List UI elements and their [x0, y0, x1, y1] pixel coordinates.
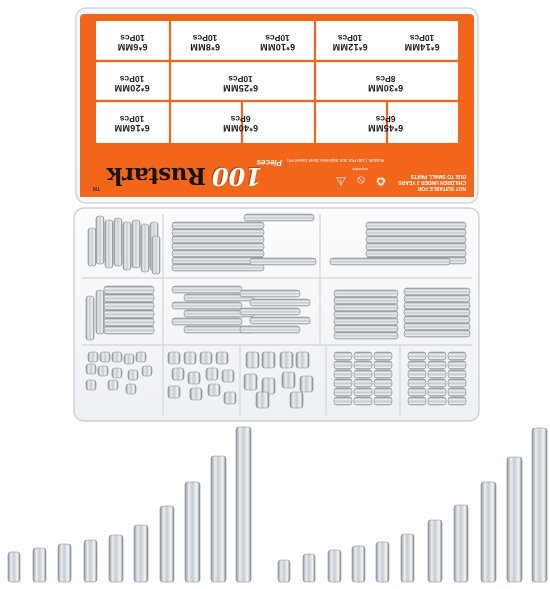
compartment-size: 6*16MM: [114, 123, 150, 134]
dowel-pin: [330, 258, 450, 265]
dowel-pin: [104, 286, 154, 294]
dowel-pin: [366, 222, 466, 229]
dowel-pin: [428, 370, 446, 378]
dowel-pin: [334, 397, 352, 405]
compartment-size: 6*6MM: [117, 42, 148, 53]
safety-icons: [334, 174, 388, 188]
dowel-pin: [105, 220, 113, 268]
compartment-label: [314, 21, 386, 63]
dowel-pin: [428, 397, 446, 405]
dowel-pin: [262, 378, 275, 394]
dowel-pin: [366, 243, 466, 250]
dowel-pin: [328, 550, 341, 582]
dowel-pin: [408, 370, 426, 378]
dowel-pin: [160, 506, 174, 582]
dowel-pin: [172, 302, 242, 309]
dowel-pin: [428, 520, 442, 582]
dowel-pin: [109, 535, 123, 582]
dowel-pin: [532, 428, 547, 582]
dowel-pin: [408, 397, 426, 405]
dowel-pin: [404, 288, 470, 295]
compartment-label: [313, 63, 458, 103]
dowel-pin: [142, 366, 152, 376]
dowel-pin: [448, 379, 466, 387]
dowel-pin: [374, 361, 392, 369]
dowel-pin: [404, 309, 470, 316]
dowel-pin: [408, 361, 426, 369]
dowel-pin: [454, 505, 468, 582]
dowel-pin: [448, 397, 466, 405]
dowel-pin: [190, 388, 202, 400]
dowel-pin: [132, 220, 140, 268]
dowel-pin: [152, 236, 160, 274]
compartment-size: 6*12MM: [332, 42, 368, 53]
dowel-pin: [404, 295, 470, 302]
dowel-pin: [185, 482, 200, 582]
compartment-size: 6*14MM: [404, 42, 440, 53]
dowel-pin: [104, 302, 154, 310]
dowel-pin: [334, 352, 352, 360]
compartment-label: [96, 63, 168, 103]
dowel-pin: [334, 325, 398, 332]
dowel-pin: [88, 352, 98, 362]
compartment-qty: 10Pcs: [228, 73, 253, 84]
dowel-pin: [246, 352, 259, 368]
dowel-pin: [136, 352, 146, 362]
dowel-pin: [172, 236, 264, 243]
count-unit: Pieces: [256, 158, 282, 167]
dowel-pin: [88, 228, 96, 266]
dowel-pin: [408, 379, 426, 387]
compartment-label: [241, 21, 314, 63]
dowel-pin: [188, 372, 200, 384]
lid-label: [80, 14, 474, 197]
dowel-pin: [124, 354, 134, 364]
dowel-pin: [374, 352, 392, 360]
dowel-pin: [428, 352, 446, 360]
dowel-pin: [100, 352, 110, 362]
dowel-pin: [448, 388, 466, 396]
compartment-qty: 10Pcs: [119, 113, 145, 124]
dowel-pin: [366, 236, 466, 243]
compartment-label: [168, 63, 313, 103]
dowel-pin: [404, 302, 470, 309]
compartment-qty: 10Pcs: [409, 32, 435, 43]
compartment-label: [96, 21, 169, 63]
dowel-pin: [250, 299, 310, 306]
compartment-label: [168, 103, 313, 143]
dowel-pin: [58, 544, 71, 582]
dowel-pin: [376, 542, 389, 582]
dowel-pin: [374, 388, 392, 396]
compartment-qty: 10Pcs: [192, 32, 218, 43]
safety-warning: NOT SUITABLE FOR CHILDREN UNDER 3 YEARS DUE TO SMALL PARTS: [398, 173, 466, 191]
dowel-pin: [172, 250, 264, 257]
compartment-label: [96, 103, 168, 143]
compartment-label: [313, 103, 458, 143]
compartment-qty: 10Pcs: [337, 32, 363, 43]
dowel-pin: [244, 214, 314, 221]
dowel-pin: [128, 370, 138, 380]
dowel-pin: [366, 229, 466, 236]
dowel-pin: [428, 361, 446, 369]
dowel-pin: [404, 316, 470, 323]
dowel-pin: [366, 250, 466, 257]
dowel-pin: [334, 318, 398, 325]
compartment-size: 6*45MM: [367, 123, 404, 134]
dowel-pin: [256, 392, 269, 408]
piece-count: 100: [211, 162, 262, 191]
dowel-pin: [172, 286, 242, 293]
dowel-pin: [334, 388, 352, 396]
dowel-pin: [244, 374, 257, 390]
dowel-pin: [290, 392, 303, 408]
dowel-pin: [404, 323, 470, 330]
no-fire-icon: ⦸: [357, 174, 365, 188]
dowel-pin: [208, 384, 220, 396]
dowel-pin: [240, 290, 300, 297]
dowel-pin: [224, 392, 236, 404]
dowel-pin: [296, 352, 309, 368]
dowel-pin: [96, 290, 104, 334]
brand-band: [80, 153, 474, 197]
compartment-label: [169, 21, 241, 63]
dowel-pin: [104, 318, 154, 326]
dowel-pin: [278, 560, 290, 582]
dowel-pin: [172, 243, 264, 250]
dowel-pin: [104, 326, 154, 334]
dowel-pin: [141, 224, 149, 272]
dowel-pin: [84, 540, 97, 582]
dowel-pin: [206, 368, 218, 380]
dowel-pin: [448, 370, 466, 378]
dowel-pin: [112, 352, 122, 362]
dowel-pin: [404, 330, 470, 337]
dowel-pin: [352, 546, 365, 582]
dowel-pin: [408, 352, 426, 360]
dowel-pin: [448, 361, 466, 369]
dowel-pin: [222, 370, 234, 382]
dowel-pin: [172, 264, 264, 271]
compartment-qty: 10Pcs: [119, 73, 145, 84]
dowel-pin: [334, 304, 398, 311]
dowel-pin: [33, 548, 46, 582]
dowel-pin: [240, 326, 300, 333]
dowel-pin: [401, 534, 414, 582]
dowel-pin: [104, 310, 154, 318]
dowel-pin: [334, 332, 398, 339]
dowel-pin: [374, 370, 392, 378]
dowel-pin: [374, 397, 392, 405]
dowel-pin: [123, 222, 131, 270]
dowel-pin: [334, 370, 352, 378]
compartment-qty: 6Pcs: [375, 113, 396, 124]
dowel-pin: [354, 370, 372, 378]
dowel-pin: [448, 352, 466, 360]
compartment-label: [386, 21, 458, 63]
dowel-pin: [114, 218, 122, 266]
product-subtitle: Rustark | 100 Pcs 304 Stainless Steel Dowel Pin: [287, 158, 384, 163]
loose-pins-row: [8, 427, 547, 582]
dowel-pin: [250, 317, 310, 324]
dowel-pin: [112, 368, 122, 378]
dowel-pin: [184, 352, 196, 364]
dowel-pin: [240, 308, 300, 315]
dowel-pin: [428, 388, 446, 396]
compartment-size: 6*8MM: [190, 42, 221, 53]
dowel-pin: [280, 352, 293, 368]
compartment-qty: 6Pcs: [230, 113, 251, 124]
dowel-pin: [172, 229, 264, 236]
dowel-pin: [428, 379, 446, 387]
dowel-pin: [354, 352, 372, 360]
dowel-pin: [8, 552, 20, 582]
dowel-pin: [200, 352, 212, 364]
compartment-size: 6*10MM: [259, 42, 296, 53]
compartment-size: 6*20MM: [114, 83, 150, 94]
dowel-pin: [168, 352, 180, 364]
dowel-pin: [211, 456, 226, 582]
dowel-pin: [126, 384, 136, 394]
dowel-pin: [134, 525, 148, 582]
dowel-pin: [507, 457, 522, 582]
brand-logo: Rustark: [107, 162, 206, 189]
dowel-pin: [354, 361, 372, 369]
trademark-mark: TM: [92, 185, 100, 191]
dowel-pin: [86, 296, 94, 340]
dowel-pin: [216, 352, 228, 364]
dowel-pin: [354, 397, 372, 405]
dowel-pin: [104, 294, 154, 302]
recycle-icon: ♻: [375, 174, 387, 188]
dowel-pin: [334, 297, 398, 304]
dowel-pin: [334, 379, 352, 387]
dowel-pin: [282, 372, 295, 388]
dowel-pin: [408, 388, 426, 396]
dowel-pin: [481, 482, 496, 582]
dowel-pin: [96, 216, 104, 264]
compartment-qty: 8Pcs: [375, 73, 396, 84]
dowel-pin: [172, 222, 264, 229]
warning-triangle-icon: ⚠: [335, 174, 347, 188]
dowel-pin: [172, 318, 242, 325]
dowel-pin: [86, 380, 96, 390]
dowel-pin: [334, 311, 398, 318]
dowel-pin: [250, 258, 316, 265]
dowel-pin: [98, 366, 108, 376]
dowel-pin: [374, 379, 392, 387]
dowel-pin: [354, 379, 372, 387]
dowel-pin: [334, 361, 352, 369]
dowel-pin: [262, 352, 275, 368]
dowel-pin: [108, 380, 118, 390]
dowel-pin: [86, 364, 96, 374]
dowel-pin: [354, 388, 372, 396]
icon-caption: recyclable: [352, 167, 368, 171]
compartment-qty: 10Pcs: [120, 32, 145, 43]
dowel-pin: [300, 376, 313, 392]
dowel-pin: [334, 290, 398, 297]
dowel-pin: [303, 554, 315, 582]
compartment-size: 6*25MM: [222, 83, 259, 94]
dowel-pin: [172, 368, 184, 380]
compartment-size: 6*30MM: [367, 83, 404, 94]
compartment-size: 6*40MM: [222, 123, 259, 134]
dowel-pin: [236, 427, 251, 582]
compartment-qty: 10Pcs: [265, 32, 290, 43]
dowel-pin: [168, 386, 180, 398]
